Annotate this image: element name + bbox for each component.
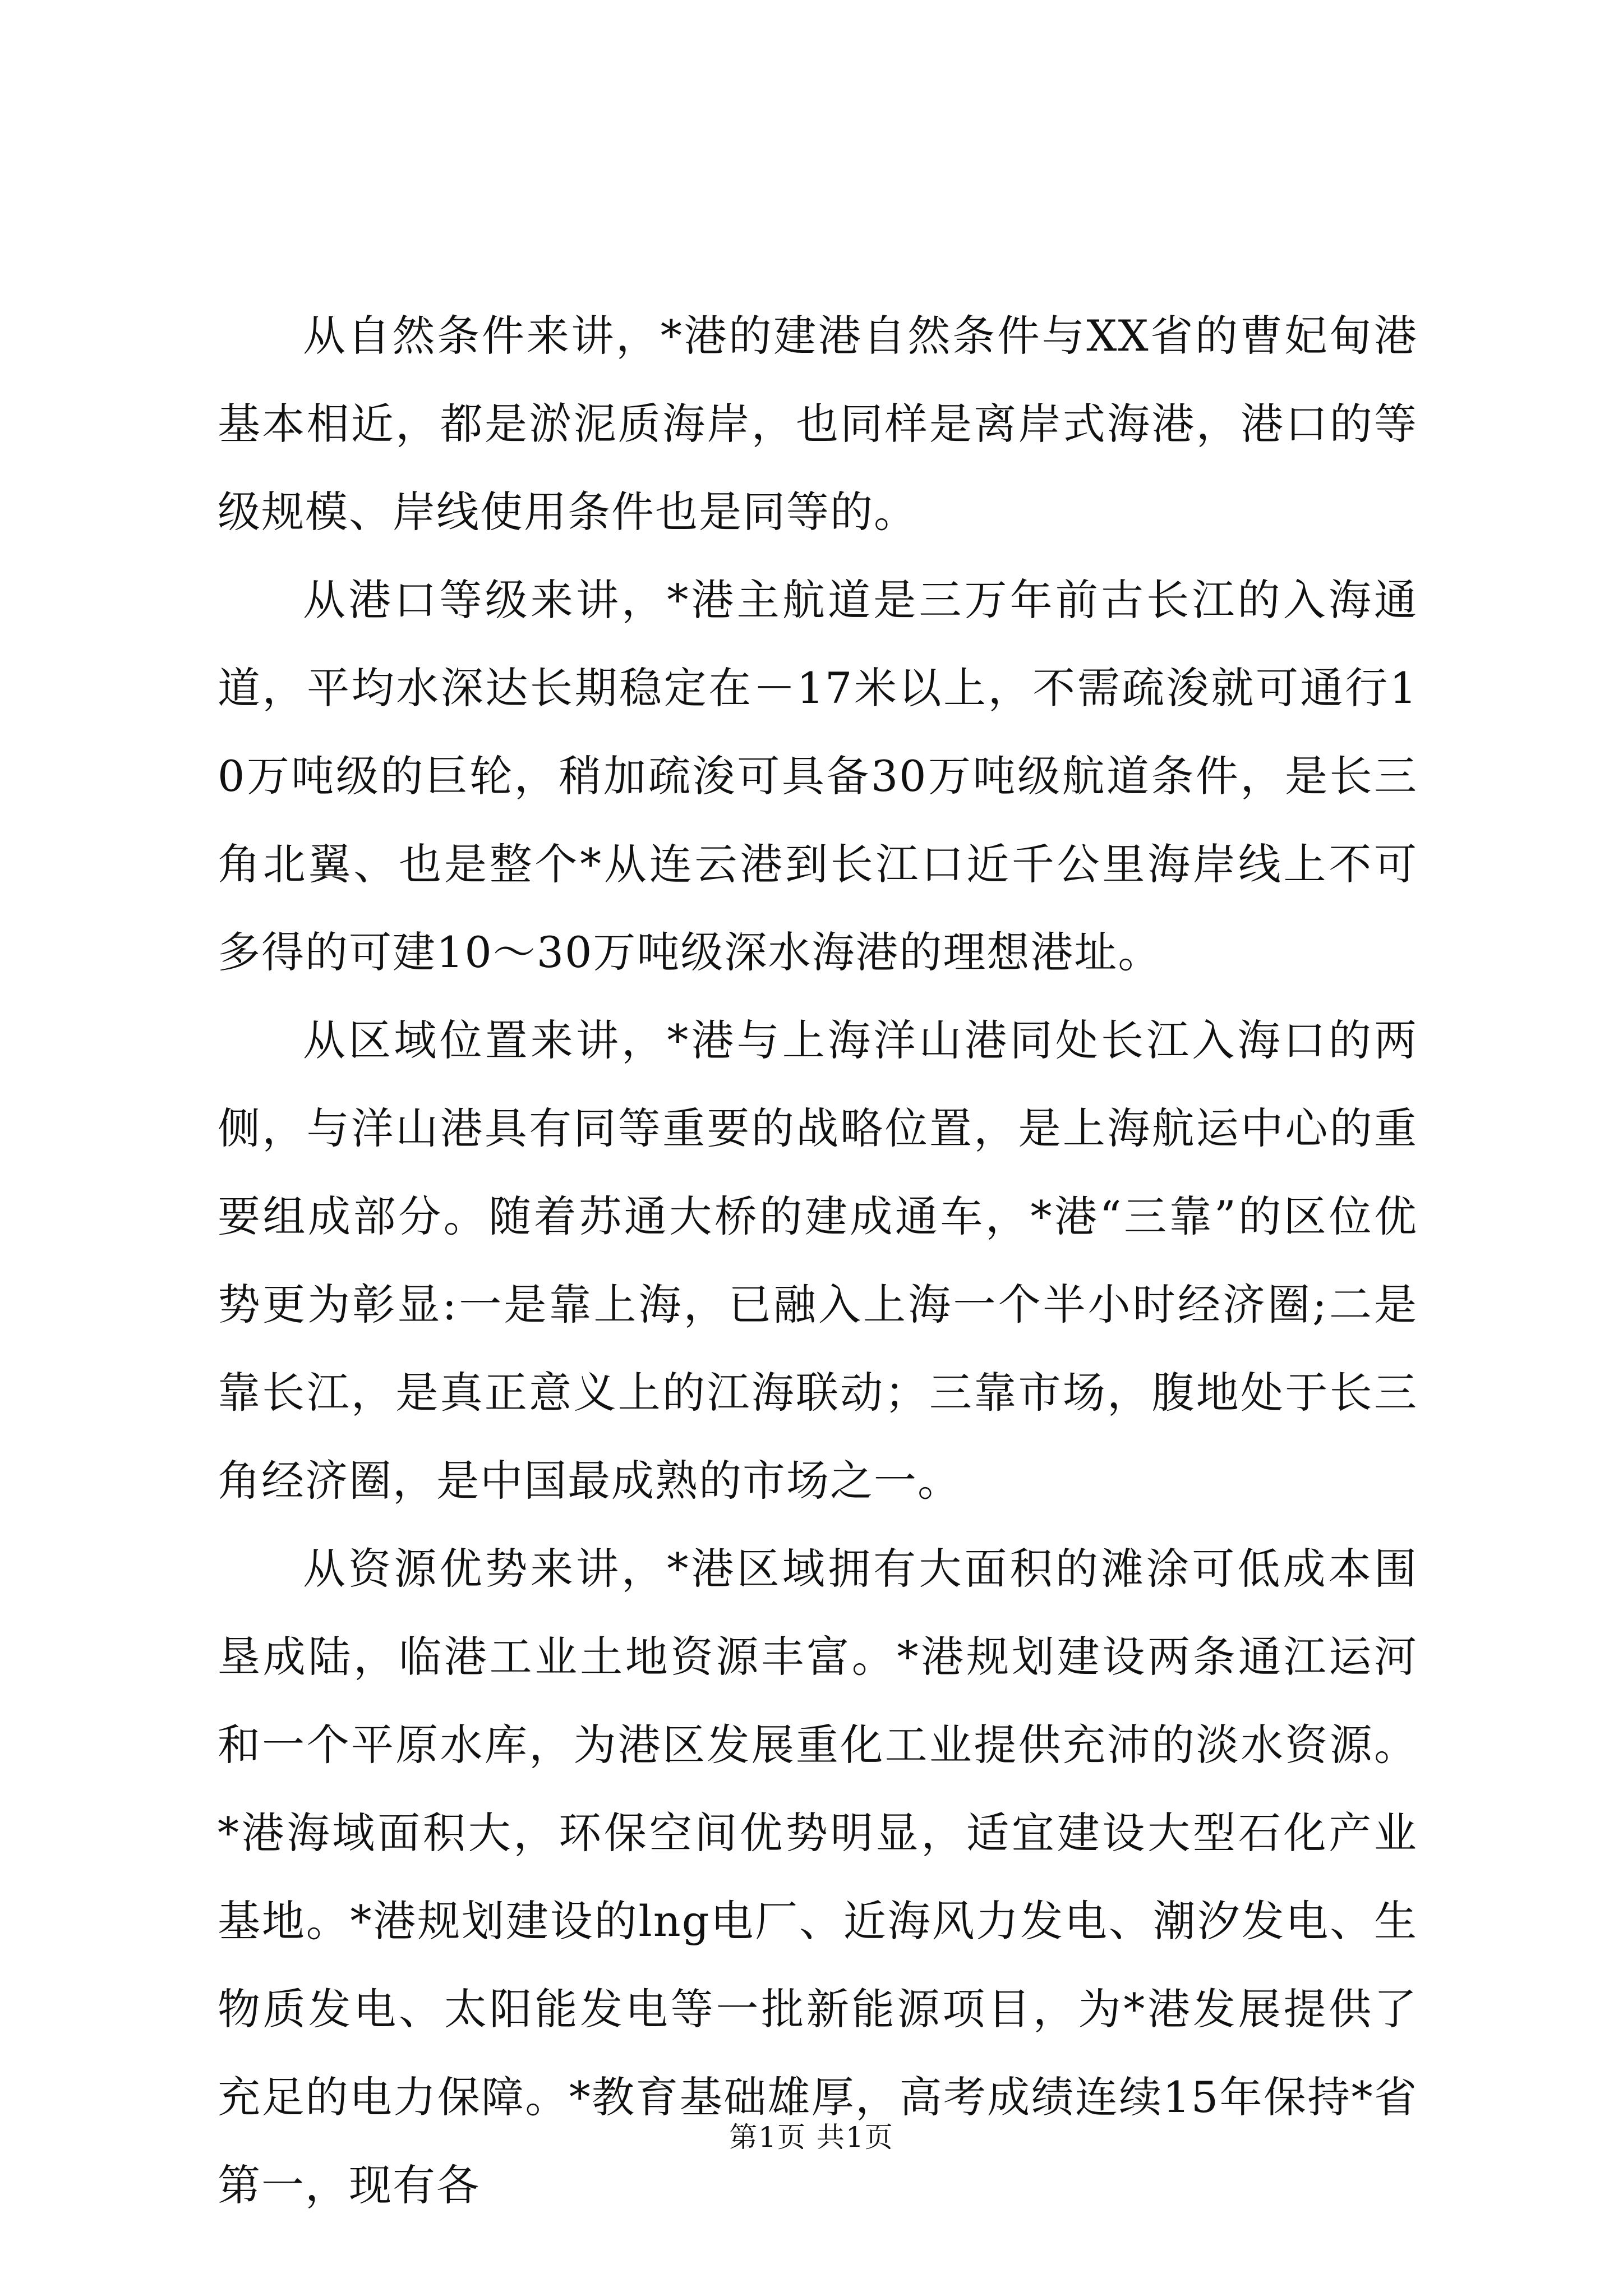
paragraph-resource-advantages: 从资源优势来讲，*港区域拥有大面积的滩涂可低成本围垦成陆，临港工业土地资源丰富。*港规划建设两条通江运河和一个平原水库，为港区发展重化工业提供充沛的淡水资源。*港海域面积大，环保空间优势明显，适宜建设大型石化产业基地。*港规划建设的lng电厂、近海风力发电、潮汐发电、生物质发电、太阳能发电等一批新能源项目，为*港发展提供了充足的电力保障。*教育基础雄厚，高考成绩连续15年保持*省第一，现有各 (218, 1544, 1418, 2210)
paragraph-port-grade: 从港口等级来讲，*港主航道是三万年前古长江的入海通道，平均水深达长期稳定在－17米以上，不需疏浚就可通行10万吨级的巨轮，稍加疏浚可具备30万吨级航道条件，是长三角北翼、也是整个*从连云港到长江口近千公里海岸线上不可多得的可建10～30万吨级深水海港的理想港址。 (218, 575, 1418, 977)
paragraph-natural-conditions: 从自然条件来讲，*港的建港自然条件与XX省的曹妃甸港基本相近，都是淤泥质海岸，也同样是离岸式海港，港口的等级规模、岸线使用条件也是同等的。 (218, 311, 1418, 537)
paragraph-regional-location: 从区域位置来讲，*港与上海洋山港同处长江入海口的两侧，与洋山港具有同等重要的战略位置，是上海航运中心的重要组成部分。随着苏通大桥的建成通车，*港“三靠”的区位优势更为彰显:一是靠上海，已融入上海一个半小时经济圈;二是靠长江，是真正意义上的江海联动；三靠市场，腹地处于长三角经济圈，是中国最成熟的市场之一。 (218, 1015, 1418, 1506)
document-body (218, 292, 1418, 2229)
page-footer: 第1页 共1页 (729, 2121, 894, 2154)
